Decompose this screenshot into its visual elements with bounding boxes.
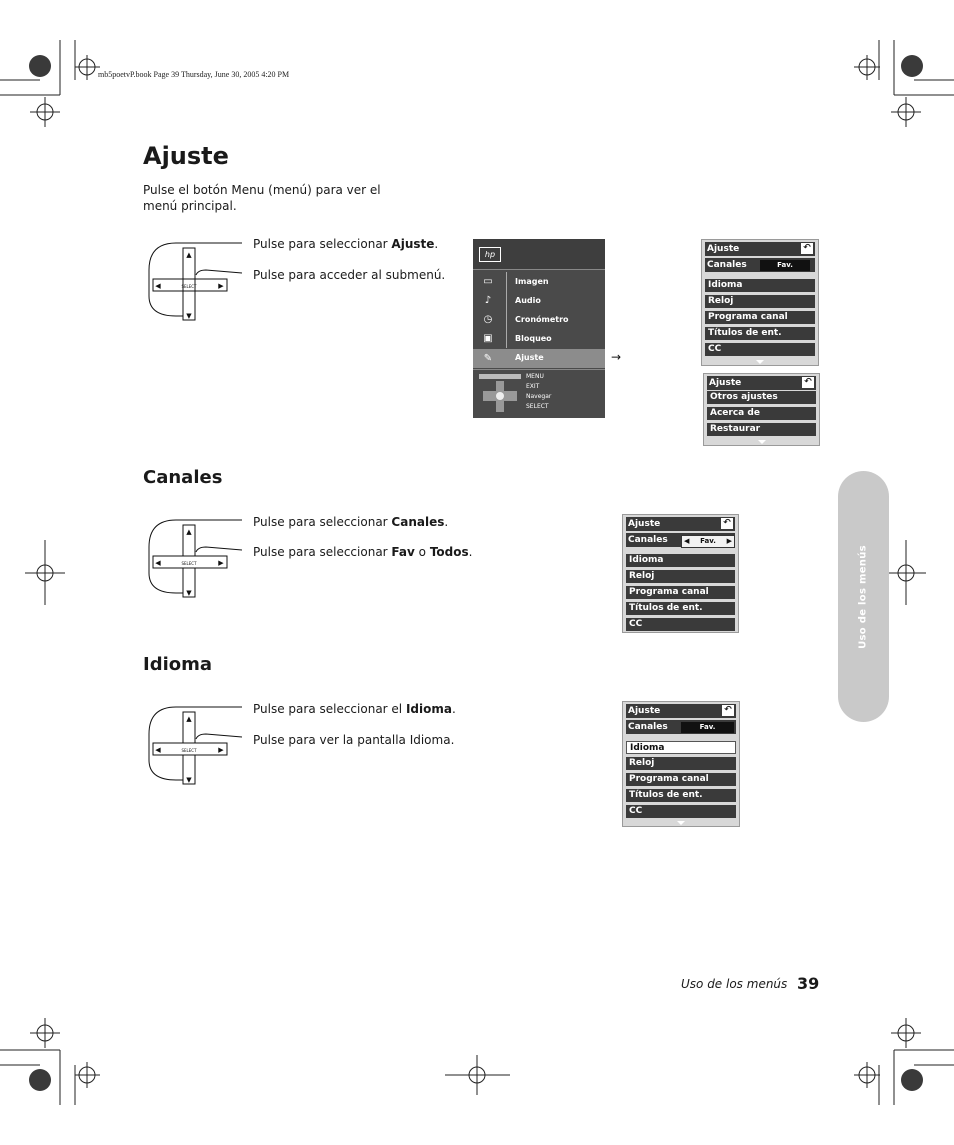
wrench-icon: ✎ — [483, 353, 493, 364]
mini-remote-icon — [479, 374, 523, 414]
callout-idioma-screen: Pulse para ver la pantalla Idioma. — [253, 733, 455, 747]
main-menu-item[interactable]: Audio — [515, 296, 541, 305]
remote-dpad-diagram — [146, 704, 246, 790]
menu-item[interactable]: Restaurar — [707, 423, 816, 436]
legend-select: SELECT — [526, 403, 549, 410]
svg-text:▼: ▼ — [186, 776, 192, 784]
main-menu-screen — [473, 239, 605, 418]
intro-paragraph: Pulse el botón Menu (menú) para ver el menú principal. — [143, 183, 381, 213]
back-arrow-icon[interactable]: ↶ — [721, 518, 733, 529]
menu-item[interactable]: CC — [626, 618, 735, 631]
right-arrow-icon: → — [611, 350, 622, 364]
svg-text:▶: ▶ — [218, 282, 224, 290]
menu-item[interactable]: Títulos de ent. — [626, 602, 735, 615]
menu-item[interactable]: Reloj — [626, 757, 736, 770]
menu-item[interactable]: Reloj — [626, 570, 735, 583]
menu-item[interactable]: Reloj — [705, 295, 815, 308]
back-arrow-icon[interactable]: ↶ — [802, 377, 814, 388]
menu-item[interactable]: Programa canal — [626, 586, 735, 599]
menu-item[interactable]: Programa canal — [705, 311, 815, 324]
back-arrow-icon[interactable]: ↶ — [722, 705, 734, 716]
scroll-down-icon[interactable] — [758, 440, 766, 444]
main-menu-item[interactable]: Imagen — [515, 277, 549, 286]
svg-text:▼: ▼ — [186, 312, 192, 320]
callout-select-idioma: Pulse para seleccionar el Idioma. — [253, 702, 456, 716]
chevron-right-icon: ▶ — [726, 537, 732, 545]
menu-item[interactable]: CC — [705, 343, 815, 356]
speaker-icon: ♪ — [484, 295, 492, 306]
menu-item-selected[interactable]: Idioma — [626, 741, 736, 754]
page-title: Ajuste — [143, 142, 229, 170]
footer-chapter: Uso de los menús — [681, 977, 788, 991]
panel-header: Ajuste ↶ — [626, 704, 736, 718]
menu-item[interactable]: Títulos de ent. — [626, 789, 736, 802]
chevron-left-icon: ◀ — [684, 537, 690, 545]
select-label: SELECT — [181, 284, 197, 289]
menu-item[interactable]: Títulos de ent. — [705, 327, 815, 340]
svg-text:▲: ▲ — [186, 715, 192, 723]
fav-value[interactable]: Fav. — [681, 722, 734, 733]
legend-menu: MENU — [526, 373, 544, 380]
callout-select-fav-todos: Pulse para seleccionar Fav o Todos. — [253, 545, 473, 559]
main-menu-item[interactable]: Bloqueo — [515, 334, 552, 343]
svg-text:◀: ◀ — [155, 282, 161, 290]
panel-header: Ajuste ↶ — [707, 376, 816, 390]
callout-select-ajuste: Pulse para seleccionar Ajuste. — [253, 237, 439, 251]
lock-icon: ▣ — [483, 333, 493, 344]
fav-value[interactable]: Fav. — [760, 260, 810, 271]
section-title-canales: Canales — [143, 467, 223, 488]
svg-text:▶: ▶ — [218, 559, 224, 567]
panel-header: Ajuste ↶ — [626, 517, 735, 531]
remote-dpad-diagram — [146, 517, 246, 603]
canales-row[interactable]: Canales ◀ Fav. ▶ — [626, 533, 735, 547]
remote-dpad-diagram — [146, 240, 246, 326]
canales-row[interactable]: Canales Fav. — [705, 258, 815, 272]
svg-text:▲: ▲ — [186, 251, 192, 259]
print-header-note: mb5poetvP.book Page 39 Thursday, June 30, 2005 4:20 PM — [98, 70, 290, 79]
ajuste-submenu-panel — [701, 239, 819, 366]
scroll-down-icon[interactable] — [677, 821, 685, 825]
menu-item[interactable]: Idioma — [626, 554, 735, 567]
panel-header: Ajuste ↶ — [705, 242, 815, 256]
fav-selector[interactable]: ◀ Fav. ▶ — [681, 535, 735, 548]
picture-icon: ▭ — [483, 276, 493, 287]
svg-text:▶: ▶ — [218, 746, 224, 754]
ajuste-submenu-page2-panel — [703, 373, 820, 446]
callout-submenu: Pulse para acceder al submenú. — [253, 268, 446, 282]
select-label: SELECT — [181, 561, 197, 566]
svg-text:▲: ▲ — [186, 528, 192, 536]
svg-text:▼: ▼ — [186, 589, 192, 597]
menu-item[interactable]: Otros ajustes — [707, 391, 816, 404]
chapter-side-tab-label: Uso de los menús — [857, 545, 869, 649]
svg-text:◀: ◀ — [155, 746, 161, 754]
callout-select-canales: Pulse para seleccionar Canales. — [253, 515, 449, 529]
scroll-down-icon[interactable] — [756, 360, 764, 364]
legend-exit: EXIT — [526, 383, 540, 390]
main-menu-item[interactable]: Cronómetro — [515, 315, 569, 324]
legend-navegar: Navegar — [526, 393, 552, 400]
canales-panel — [622, 514, 739, 633]
menu-item[interactable]: Programa canal — [626, 773, 736, 786]
menu-item[interactable]: CC — [626, 805, 736, 818]
section-title-idioma: Idioma — [143, 654, 213, 675]
timer-icon: ◷ — [483, 314, 493, 325]
page-number: 39 — [797, 974, 820, 993]
hp-logo: hp — [479, 247, 501, 262]
idioma-panel — [622, 701, 740, 827]
svg-text:◀: ◀ — [155, 559, 161, 567]
menu-item[interactable]: Idioma — [705, 279, 815, 292]
select-label: SELECT — [181, 748, 197, 753]
canales-row[interactable]: Canales Fav. — [626, 720, 736, 734]
back-arrow-icon[interactable]: ↶ — [801, 243, 813, 254]
menu-item[interactable]: Acerca de — [707, 407, 816, 420]
main-menu-item-selected[interactable]: Ajuste — [515, 353, 544, 362]
